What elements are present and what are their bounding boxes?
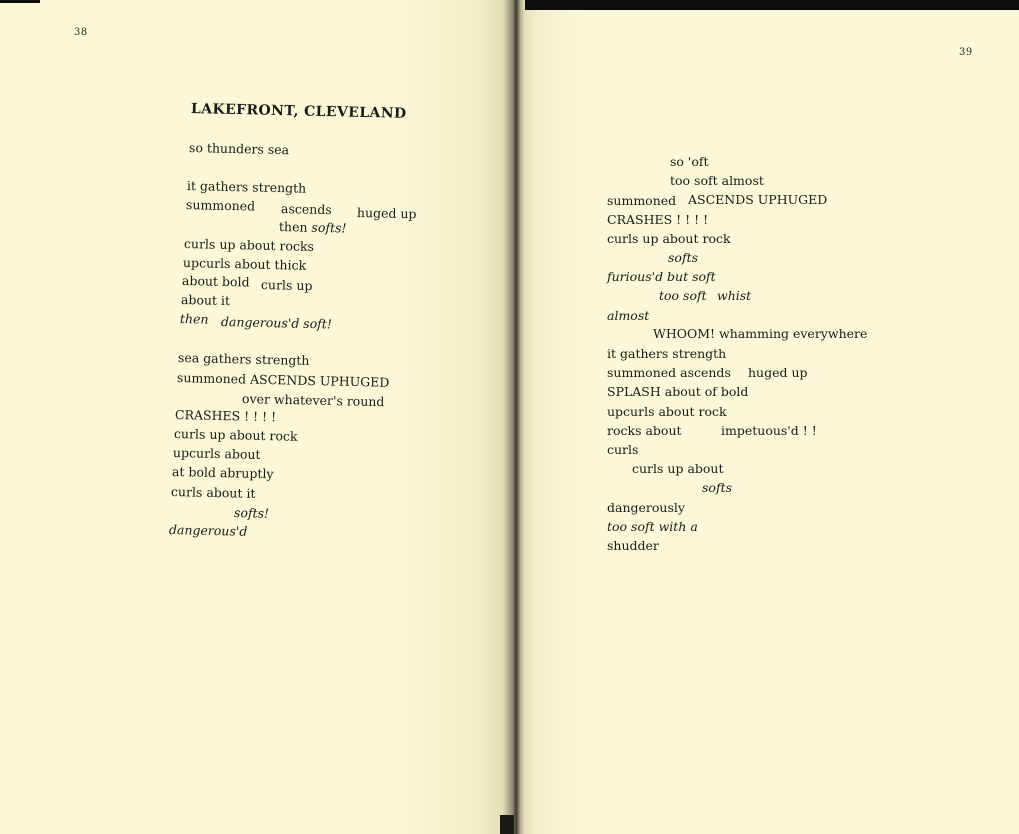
poem-line: over whatever's round — [241, 391, 385, 410]
poem-line: dangerous'd — [168, 522, 248, 539]
poem-line: SPLASH about of bold — [607, 384, 749, 399]
page-number-left: 38 — [74, 27, 88, 38]
poem-line: curls up about rocks — [183, 236, 315, 254]
poem-line: curls — [607, 442, 639, 457]
poem-word: then — [278, 219, 312, 235]
poem-line: CRASHES ! ! ! ! — [607, 212, 709, 227]
poem-word: dangerous'd soft! — [220, 314, 333, 332]
poem-line: softs — [668, 250, 699, 265]
poem-word: huged up — [748, 365, 808, 380]
poem-line: sea gathers strength — [177, 350, 310, 368]
poem-word: whist — [717, 288, 752, 303]
poem-line: furious'd but soft — [607, 269, 716, 284]
poem-line — [279, 221, 347, 235]
poem-line: almost — [607, 308, 650, 323]
poem-line: it gathers strength — [607, 346, 727, 361]
poem-line: curls up about rock — [173, 426, 298, 444]
poem-word: then — [179, 311, 209, 327]
poem-line: CRASHES ! ! ! ! — [174, 407, 277, 425]
poem-line: too soft almost — [670, 173, 764, 188]
scan-edge — [0, 0, 40, 3]
poem-word: summoned — [185, 197, 256, 214]
poem-line: shudder — [607, 538, 659, 553]
poem-line: upcurls about — [172, 445, 261, 462]
poem-word: summoned ascends — [607, 365, 731, 380]
poem-word: impetuous'd ! ! — [721, 423, 817, 438]
scan-edge-bottom — [500, 815, 514, 834]
poem-word: softs! — [311, 219, 347, 236]
poem-word: about bold — [181, 273, 250, 290]
poem-line: about it — [180, 292, 231, 309]
poem-line: upcurls about thick — [182, 255, 307, 273]
poem-line: dangerously — [607, 500, 685, 515]
poem-word: too soft — [659, 288, 707, 303]
page-number-right: 39 — [959, 47, 973, 58]
poem-word: ascends — [280, 201, 332, 218]
poem-line: softs — [702, 480, 733, 495]
poem-line: upcurls about rock — [607, 404, 727, 419]
poem-line: curls about it — [170, 484, 256, 501]
poem-word: ASCENDS UPHUGED — [688, 192, 828, 207]
poem-line: it gathers strength — [186, 178, 307, 196]
poem-word: summoned — [607, 193, 677, 208]
poem-line: so 'oft — [670, 154, 709, 169]
poem-line: WHOOM! whamming everywhere — [653, 326, 868, 341]
poem-line: too soft with a — [607, 519, 698, 534]
poem-line: curls up about rock — [607, 231, 731, 246]
poem-word: curls up — [260, 277, 313, 294]
poem-line: curls up about — [632, 461, 724, 476]
book-gutter — [503, 0, 525, 834]
poem-line: summoned ASCENDS UPHUGED — [176, 370, 390, 390]
poem-line: at bold abruptly — [171, 464, 274, 482]
poem-title: LAKEFRONT, CLEVELAND — [190, 101, 407, 122]
poem-word: huged up — [356, 205, 417, 222]
poem-word: rocks about — [607, 423, 682, 438]
poem-line: so thunders sea — [188, 140, 290, 158]
poem-line: softs! — [233, 505, 270, 521]
right-page — [512, 10, 1019, 834]
